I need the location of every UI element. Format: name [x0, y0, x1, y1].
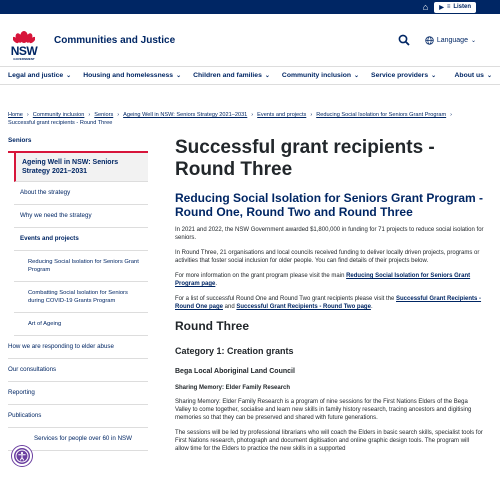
- accessibility-icon: [15, 449, 29, 463]
- breadcrumb-link[interactable]: Events and projects: [257, 112, 307, 118]
- breadcrumb: [0, 85, 500, 127]
- sidebar-item-art-of-ageing[interactable]: Art of Ageing: [14, 313, 148, 336]
- sidebar-item-publications[interactable]: Publications: [8, 405, 148, 428]
- chevron-right-icon: ›: [88, 112, 91, 118]
- listen-button[interactable]: [434, 2, 476, 13]
- nav-housing-and-homelessness[interactable]: [83, 72, 181, 79]
- sidebar-item-ageing-well[interactable]: Ageing Well in NSW: Seniors Strategy 2021–2031: [14, 153, 148, 182]
- sidebar-item-reporting[interactable]: Reporting: [8, 382, 148, 405]
- language-label: Language: [436, 36, 468, 44]
- intro-paragraph: In 2021 and 2022, the NSW Government awarded $1,800,000 in funding for 71 projects to reduce social isolation for seniors.: [175, 227, 484, 241]
- sidebar-item-elder-abuse[interactable]: How we are responding to elder abuse: [8, 336, 148, 359]
- project-label: Sharing Memory: Elder Family Research: [175, 385, 291, 391]
- nsw-logo[interactable]: [8, 19, 40, 61]
- sidebar-item-our-consultations[interactable]: Our consultations: [8, 359, 148, 382]
- search-icon[interactable]: [397, 33, 411, 47]
- listen-label: Listen: [453, 4, 471, 10]
- breadcrumb-link[interactable]: Seniors: [94, 112, 114, 118]
- chevron-right-icon: ›: [26, 112, 29, 118]
- project-description: Sharing Memory: Elder Family Research is a program of nine sessions for the First Nations Elders of the Bega Valley to come together, socialise and learn new skills in family history research, tracing ancestors and digitising memories so that they can be preserved and shared with future generations.: [175, 399, 472, 421]
- chevron-right-icon: ›: [310, 112, 313, 118]
- sidebar-item-about-the-strategy[interactable]: About the strategy: [14, 182, 148, 205]
- page-subtitle: Reducing Social Isolation for Seniors Grant Program - Round One, Round Two and Round Three: [175, 191, 484, 219]
- nav-community-inclusion[interactable]: [282, 72, 359, 79]
- sidebar-item-why-we-need-the-strategy[interactable]: Why we need the strategy: [14, 205, 148, 228]
- text: .: [370, 304, 373, 310]
- text: For a list of successful Round One and Round Two grant recipients please visit the: [175, 296, 397, 302]
- nav-label: Housing and homelessness: [83, 72, 174, 79]
- chevron-down-icon: ⌄: [431, 73, 437, 79]
- nav-about-us[interactable]: [455, 72, 492, 79]
- more-info-paragraph: [175, 272, 484, 288]
- breadcrumb-current: Successful grant recipients - Round Three: [8, 120, 113, 126]
- accessibility-button[interactable]: [12, 446, 32, 466]
- nav-label: Children and families: [193, 72, 262, 79]
- round-heading: Round Three: [175, 319, 249, 333]
- main-content: [148, 137, 492, 453]
- logo-text: NSW: [10, 44, 38, 58]
- sidebar-title[interactable]: Seniors: [8, 137, 148, 153]
- category-heading: Category 1: Creation grants: [175, 346, 294, 356]
- nav-label: Community inclusion: [281, 72, 352, 79]
- nav-service-providers[interactable]: [371, 72, 436, 79]
- logo-subtext: GOVERNMENT: [13, 57, 35, 61]
- round-one-link[interactable]: Successful Grant Recipients - Round One page: [175, 296, 482, 310]
- sidebar-item-services-over-60[interactable]: Services for people over 60 in NSW: [8, 428, 148, 451]
- project-sessions: The sessions will be led by professional librarians who will coach the Elders in basic search skills, specialist tools for First Nations research, photograph and document digitisation and online graphic design tools. The program will allow time for the Elders to practice the new skills in a supported: [175, 430, 483, 452]
- menu-icon: ≡: [446, 4, 451, 10]
- organisation-heading: Bega Local Aboriginal Land Council: [175, 368, 295, 375]
- breadcrumb-link[interactable]: Home: [8, 112, 23, 118]
- site-header: [0, 14, 500, 66]
- nav-label: Service providers: [371, 72, 429, 79]
- round-three-paragraph: In Round Three, 21 organisations and local councils received funding to deliver locally driven projects, programs or activities that foster social inclusion for older people. You can find details of their projects below.: [175, 250, 480, 264]
- nav-label: Legal and justice: [8, 72, 64, 79]
- nav-legal-and-justice[interactable]: [8, 72, 71, 79]
- previous-rounds-paragraph: [175, 295, 484, 311]
- chevron-down-icon: ⌄: [486, 73, 492, 79]
- chevron-right-icon: ›: [251, 112, 254, 118]
- chevron-right-icon: ›: [117, 112, 120, 118]
- text: and: [223, 304, 237, 310]
- round-two-link[interactable]: Successful Grant Recipients - Round Two page: [236, 304, 371, 310]
- chevron-down-icon: ⌄: [354, 73, 360, 79]
- play-icon: ▶: [439, 4, 444, 11]
- chevron-down-icon: ⌄: [470, 37, 476, 44]
- chevron-down-icon: ⌄: [264, 73, 270, 79]
- nav-label: About us: [454, 72, 484, 79]
- nav-children-and-families[interactable]: [193, 72, 270, 79]
- text: .: [215, 281, 218, 287]
- chevron-right-icon: ›: [450, 112, 453, 118]
- globe-icon: [425, 36, 434, 45]
- main-nav: [0, 66, 500, 85]
- text: For more information on the grant program please visit the main: [175, 273, 347, 279]
- breadcrumb-link[interactable]: Community inclusion: [32, 112, 85, 118]
- sidebar-item-events-and-projects[interactable]: Events and projects: [14, 228, 148, 251]
- breadcrumb-link[interactable]: Reducing Social Isolation for Seniors Grant Program: [316, 112, 447, 118]
- sidebar: [8, 137, 148, 453]
- page-title: Successful grant recipients - Round Three: [175, 137, 435, 180]
- chevron-down-icon: ⌄: [176, 73, 182, 79]
- breadcrumb-link[interactable]: Ageing Well in NSW: Seniors Strategy 2021–2031: [123, 112, 248, 118]
- home-icon[interactable]: ⌂: [422, 2, 429, 12]
- grant-program-link[interactable]: Reducing Social Isolation for Seniors Grant Program page: [175, 273, 471, 287]
- chevron-down-icon: ⌄: [66, 73, 72, 79]
- sidebar-item-combatting-social-isolation[interactable]: Combatting Social Isolation for Seniors during COVID-19 Grants Program: [14, 282, 148, 313]
- utility-bar: [0, 0, 500, 14]
- language-selector[interactable]: [425, 36, 476, 45]
- sidebar-item-reducing-social-isolation[interactable]: Reducing Social Isolation for Seniors Grant Program: [14, 251, 148, 282]
- site-name[interactable]: Communities and Justice: [54, 34, 176, 46]
